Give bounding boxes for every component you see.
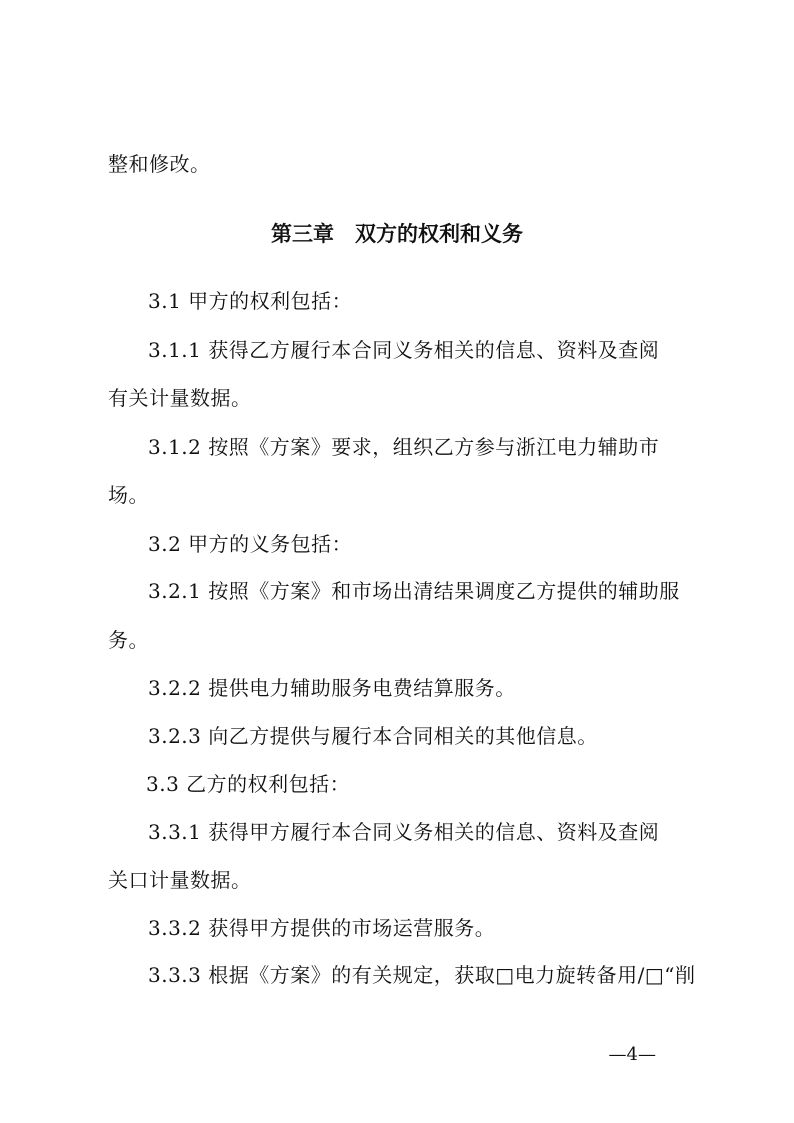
clause-3-1-1-line-1: 3.1.1 获得乙方履行本合同义务相关的信息、资料及查阅 <box>148 338 660 362</box>
clause-3-1-2-line-1: 3.1.2 按照《方案》要求，组织乙方参与浙江电力辅助市 <box>148 435 660 459</box>
clause-3-2-3: 3.2.3 向乙方提供与履行本合同相关的其他信息。 <box>148 724 598 748</box>
clause-3-3-2: 3.3.2 获得甲方提供的市场运营服务。 <box>148 916 496 940</box>
clause-3-2-2: 3.2.2 提供电力辅助服务电费结算服务。 <box>148 676 516 700</box>
clause-3-2-1-line-2: 务。 <box>108 628 149 652</box>
section-heading-3-2: 3.2 甲方的义务包括： <box>148 532 353 556</box>
clause-3-3-1-line-1: 3.3.1 获得甲方履行本合同义务相关的信息、资料及查阅 <box>148 820 660 844</box>
page-number: —4— <box>608 1044 656 1065</box>
clause-3-2-1-line-1: 3.2.1 按照《方案》和市场出清结果调度乙方提供的辅助服 <box>148 579 680 603</box>
clause-3-3-3-line-1: 3.3.3 根据《方案》的有关规定，获取□电力旋转备用/□“削 <box>148 963 696 987</box>
chapter-heading: 第三章 双方的权利和义务 <box>271 222 523 246</box>
section-heading-3-3: 3.3 乙方的权利包括： <box>146 772 351 796</box>
clause-3-3-1-line-2: 关口计量数据。 <box>108 868 252 892</box>
paragraph-continuation: 整和修改。 <box>108 152 211 176</box>
clause-3-1-1-line-2: 有关计量数据。 <box>108 386 252 410</box>
clause-3-1-2-line-2: 场。 <box>108 483 149 507</box>
section-heading-3-1: 3.1 甲方的权利包括： <box>148 289 353 313</box>
